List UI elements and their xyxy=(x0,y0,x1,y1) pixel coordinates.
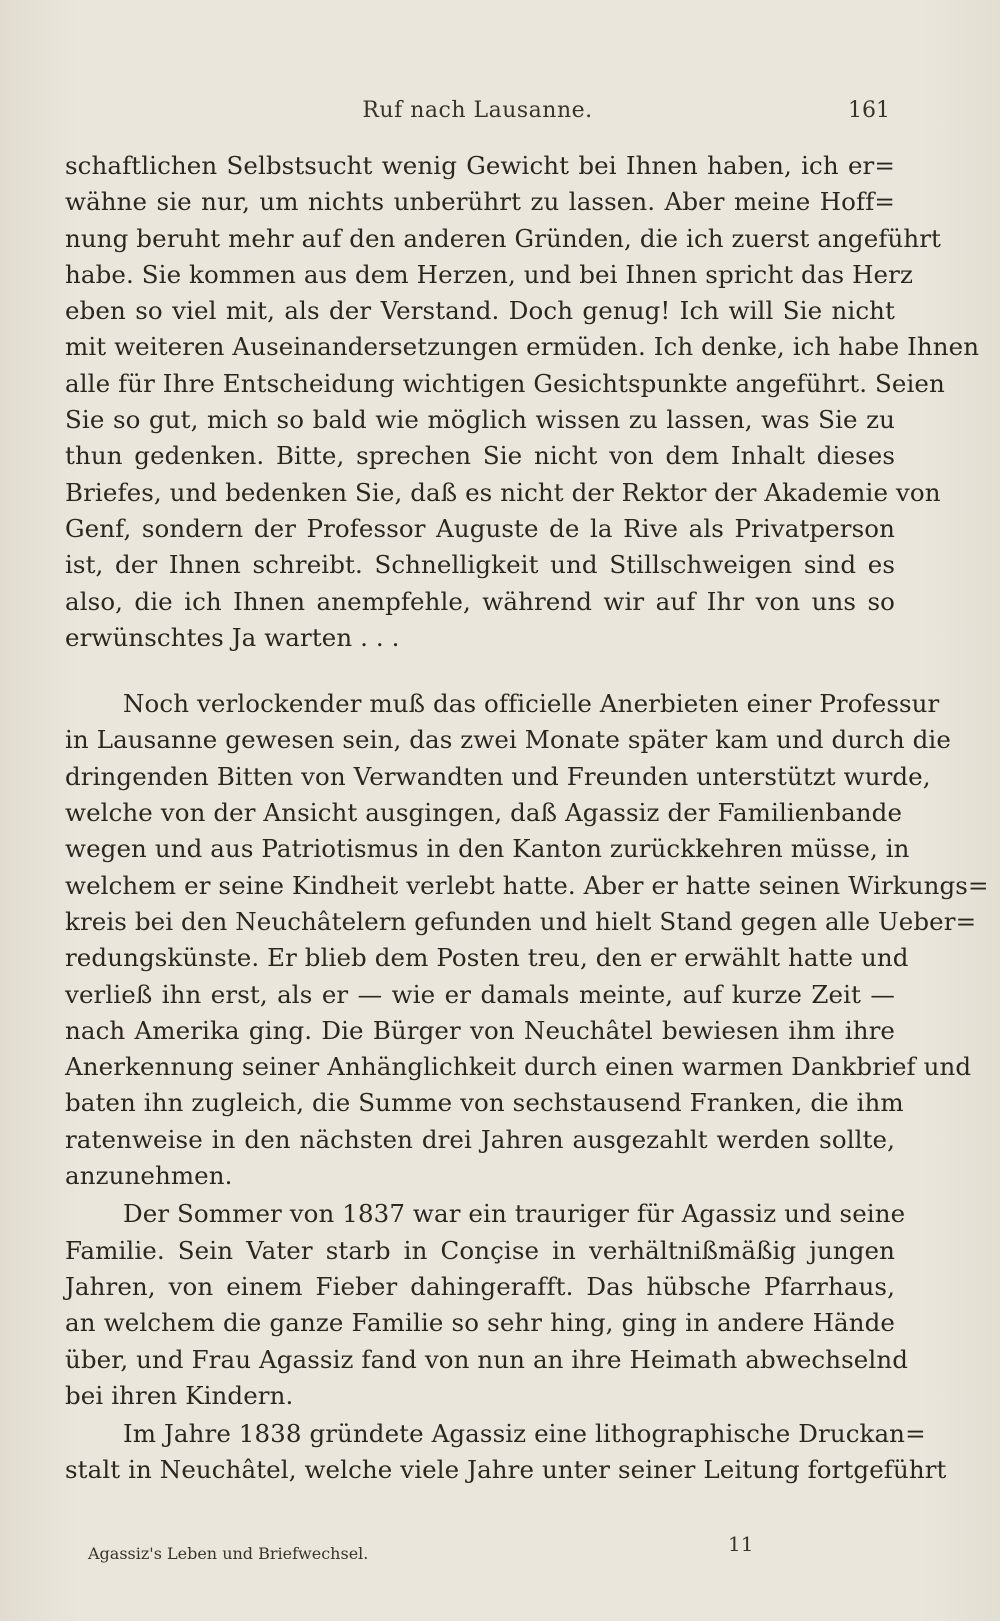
text-line: nach Amerika ging. Die Bürger von Neuchâtel bewiesen ihm ihre xyxy=(65,1015,895,1045)
text-line: Im Jahre 1838 gründete Agassiz eine lithographische Druckan= xyxy=(123,1419,926,1449)
text-line: Jahren, von einem Fieber dahingerafft. Das hübsche Pfarrhaus, xyxy=(65,1271,895,1301)
text-line: baten ihn zugleich, die Summe von sechstausend Franken, die ihm xyxy=(65,1088,904,1118)
text-line: nung beruht mehr auf den anderen Gründen, die ich zuerst angeführt xyxy=(65,223,942,253)
text-line: dringenden Bitten von Verwandten und Freunden unterstützt wurde, xyxy=(65,761,931,791)
text-line: alle für Ihre Entscheidung wichtigen Gesichtspunkte angeführt. Seien xyxy=(65,368,945,398)
text-line: wähne sie nur, um nichts unberührt zu lassen. Aber meine Hoff= xyxy=(65,187,895,217)
text-line: ratenweise in den nächsten drei Jahren ausgezahlt werden sollte, xyxy=(65,1124,895,1154)
text-line: an welchem die ganze Familie so sehr hing, ging in andere Hände xyxy=(65,1308,895,1338)
text-line: welchem er seine Kindheit verlebt hatte. Aber er hatte seinen Wirkungs= xyxy=(65,870,989,900)
text-line: anzunehmen. xyxy=(65,1161,233,1191)
text-line: Genf, sondern der Professor Auguste de la Rive als Privatperson xyxy=(65,513,895,543)
text-line: erwünschtes Ja warten . . . xyxy=(65,622,400,652)
text-line: in Lausanne gewesen sein, das zwei Monate später kam und durch die xyxy=(65,725,951,755)
text-line: schaftlichen Selbstsucht wenig Gewicht bei Ihnen haben, ich er= xyxy=(65,151,895,180)
text-line: eben so viel mit, als der Verstand. Doch genug! Ich will Sie nicht xyxy=(65,296,895,326)
text-line: Briefes, und bedenken Sie, daß es nicht der Rektor der Akademie von xyxy=(65,477,941,507)
text-line: Noch verlockender muß das officielle Anerbieten einer Professur xyxy=(123,689,940,719)
text-line: über, und Frau Agassiz fand von nun an ihre Heimath abwechselnd xyxy=(65,1344,909,1374)
running-title: Ruf nach Lausanne. xyxy=(362,98,593,123)
text-line: Anerkennung seiner Anhänglichkeit durch einen warmen Dankbrief und xyxy=(65,1052,972,1082)
signature-mark: 11 xyxy=(728,1532,754,1556)
page-number: 161 xyxy=(848,98,890,123)
text-line: ist, der Ihnen schreibt. Schnelligkeit und Stillschweigen sind es xyxy=(65,550,895,580)
page-footer xyxy=(88,1532,868,1562)
text-line: kreis bei den Neuchâtelern gefunden und hielt Stand gegen alle Ueber= xyxy=(65,906,977,936)
text-line: welche von der Ansicht ausgingen, daß Agassiz der Familienbande xyxy=(65,798,903,828)
text-line: wegen und aus Patriotismus in den Kanton zurückkehren müsse, in xyxy=(65,834,910,864)
paragraph-gap xyxy=(65,656,895,686)
text-line: bei ihren Kindern. xyxy=(65,1380,294,1410)
page-header xyxy=(65,98,890,130)
signature-title: Agassiz's Leben und Briefwechsel. xyxy=(88,1544,369,1563)
text-line: redungskünste. Er blieb dem Posten treu, den er erwählt hatte und xyxy=(65,943,909,973)
text-line: Familie. Sein Vater starb in Conçise in verhältnißmäßig jungen xyxy=(65,1235,895,1265)
text-line: habe. Sie kommen aus dem Herzen, und bei Ihnen spricht das Herz xyxy=(65,259,913,289)
text-line: thun gedenken. Bitte, sprechen Sie nicht von dem Inhalt dieses xyxy=(65,441,895,471)
text-line: also, die ich Ihnen anempfehle, während wir auf Ihr von uns so xyxy=(65,586,895,616)
body-text xyxy=(65,148,989,1489)
text-line: verließ ihn erst, als er — wie er damals meinte, auf kurze Zeit — xyxy=(65,979,895,1009)
text-line: Sie so gut, mich so bald wie möglich wissen zu lassen, was Sie zu xyxy=(65,405,895,435)
text-line: stalt in Neuchâtel, welche viele Jahre unter seiner Leitung fortgeführt xyxy=(65,1455,947,1485)
text-line: mit weiteren Auseinandersetzungen ermüden. Ich denke, ich habe Ihnen xyxy=(65,332,980,362)
text-line: Der Sommer von 1837 war ein trauriger für Agassiz und seine xyxy=(123,1199,906,1229)
